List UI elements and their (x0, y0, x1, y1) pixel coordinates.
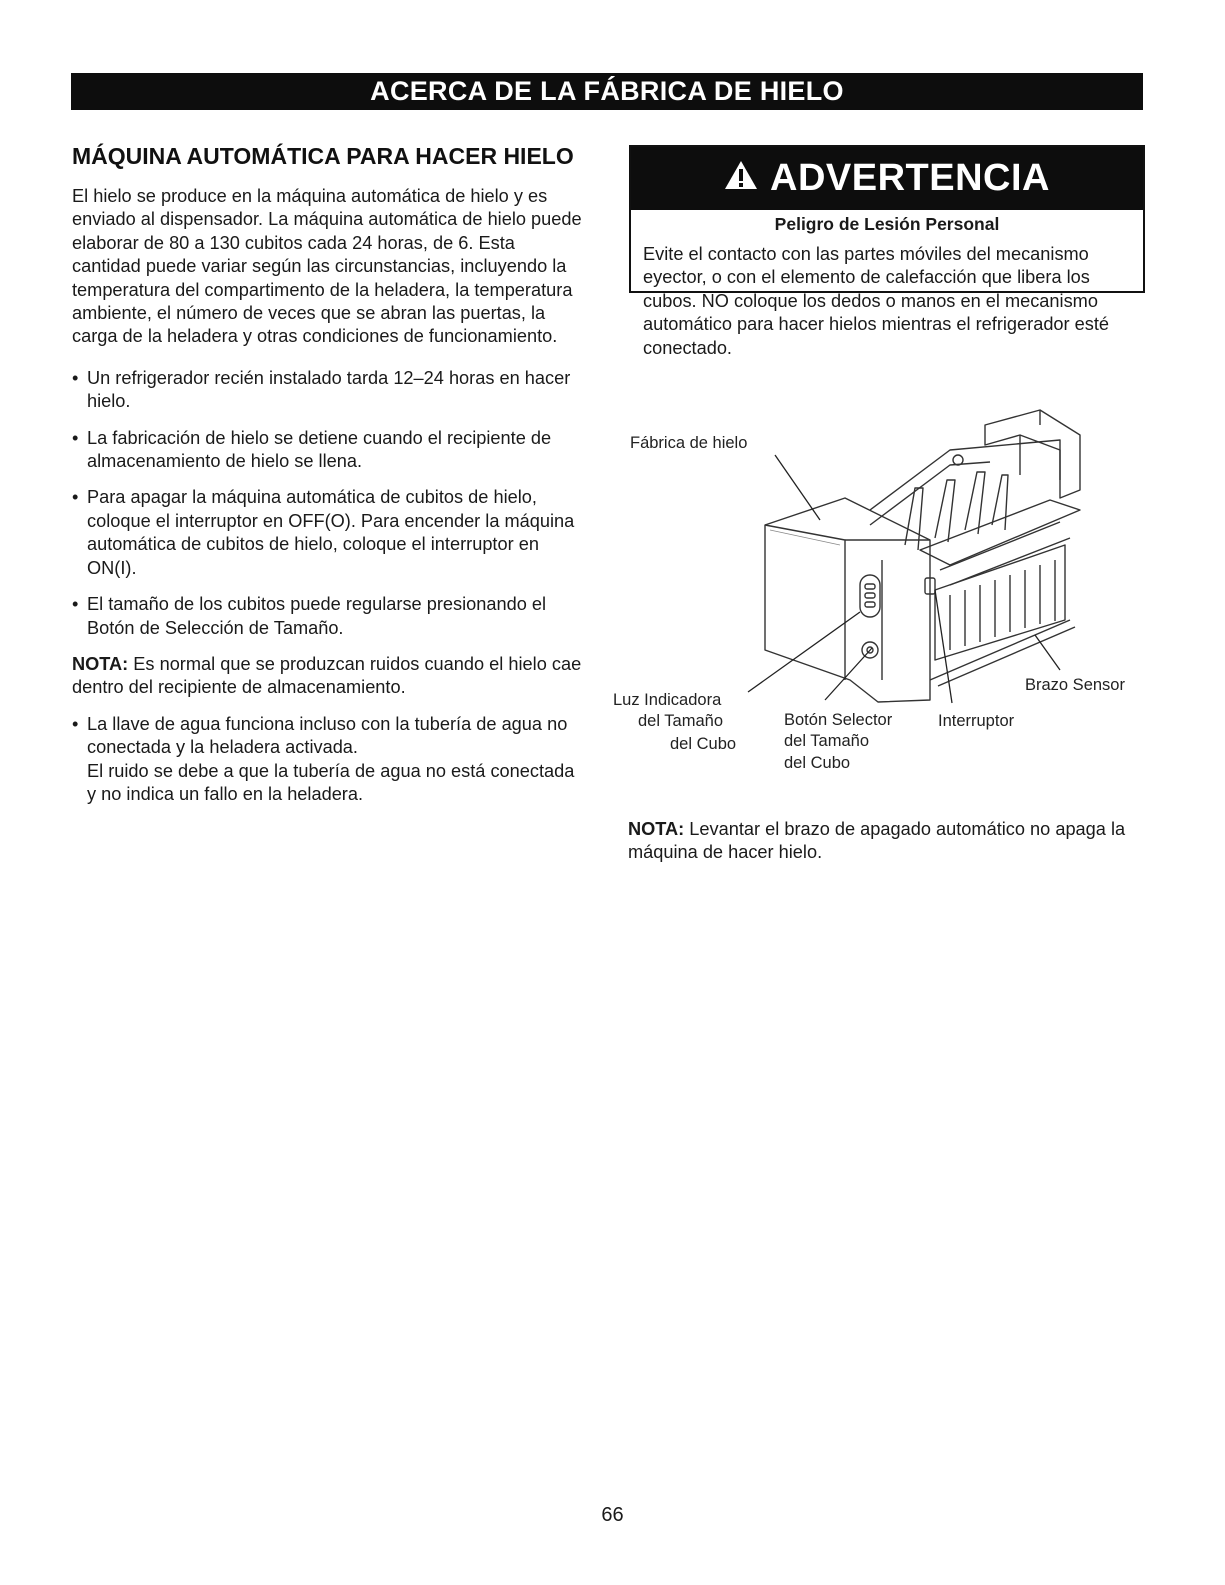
nota-text: Es normal que se produzcan ruidos cuando el hielo cae dentro del recipiente de almacenamiento. (72, 653, 582, 698)
warning-box (629, 145, 1145, 358)
warning-body: Evite el contacto con las partes móviles del mecanismo eyector, o con el elemento de calefacción que libera los cubos. NO coloque los dedos o manos en el mecanismo automático para hacer hielos mientras el refrigerador esté conectado. (643, 244, 1110, 358)
bullet-text: Para apagar la máquina automática de cubitos de hielo, coloque el interruptor en OFF(O). Para encender la máquina automática de cubitos de hielo, coloque el interruptor en ON(I). (87, 487, 575, 578)
label-indicator-line1: Luz Indicadora (613, 691, 722, 709)
label-sensor-arm: Brazo Sensor (1025, 676, 1125, 694)
label-selector-line2: del Tamaño (784, 732, 870, 750)
bullet-mark: • (72, 594, 79, 615)
list-item (72, 427, 587, 474)
bullet-text-continued: El ruido se debe a que la tubería de agua no está conectada y no indica un fallo en la heladera. (87, 760, 575, 804)
label-indicator-line2: del Tamaño (638, 712, 724, 730)
section-title: MÁQUINA AUTOMÁTICA PARA HACER HIELO (72, 143, 574, 169)
list-item (72, 486, 587, 580)
section-banner: ACERCA DE LA FÁBRICA DE HIELO (71, 73, 1143, 110)
bullet-mark: • (72, 427, 79, 448)
label-switch: Interruptor (938, 712, 1015, 730)
bullet-mark: • (72, 367, 79, 388)
warning-title: ADVERTENCIA (770, 157, 1050, 199)
intro-paragraph: El hielo se produce en la máquina automática de hielo y es enviado al dispensador. La máquina automática de hielo puede elaborar de 80 a 130 cubitos cada 24 horas, de 6. Esta cantidad puede variar según las circunstancias, incluyendo la temperatura del compartimento de la heladera, la temperatura ambiente, el número de veces que se abran las puertas, la carga de la heladera y otras condiciones de funcionamiento. (72, 186, 582, 347)
warning-subtitle: Peligro de Lesión Personal (774, 214, 1000, 234)
label-icemaker: Fábrica de hielo (630, 434, 748, 452)
icemaker-diagram (613, 380, 1150, 780)
bullet-text: Un refrigerador recién instalado tarda 12–24 horas en hacer hielo. (87, 367, 571, 412)
warning-header (631, 147, 1143, 210)
bullet-text: La fabricación de hielo se detiene cuando el recipiente de almacenamiento de hielo se llena. (87, 427, 552, 472)
bullet-mark: • (72, 713, 79, 734)
list-item (72, 713, 587, 807)
nota-text: Levantar el brazo de apagado automático no apaga la máquina de hacer hielo. (628, 819, 1126, 863)
bullet-mark: • (72, 487, 79, 508)
warning-triangle-icon (724, 157, 770, 200)
page-number: 66 (601, 1504, 624, 1526)
list-item (72, 367, 587, 414)
label-indicator-line3: del Cubo (670, 735, 737, 753)
bullet-text: La llave de agua funciona incluso con la tubería de agua no conectada y la heladera activada. (87, 713, 568, 758)
bullet-text: El tamaño de los cubitos puede regularse presionando el Botón de Selección de Tamaño. (87, 594, 547, 638)
left-column (72, 142, 587, 806)
list-item (72, 593, 587, 640)
label-selector-line1: Botón Selector (784, 711, 893, 729)
nota-label: NOTA: (72, 653, 129, 674)
nota-paragraph-2 (628, 818, 1128, 865)
nota-paragraph (72, 653, 587, 700)
label-selector-line3: del Cubo (784, 754, 851, 772)
nota-label: NOTA: (628, 819, 685, 839)
